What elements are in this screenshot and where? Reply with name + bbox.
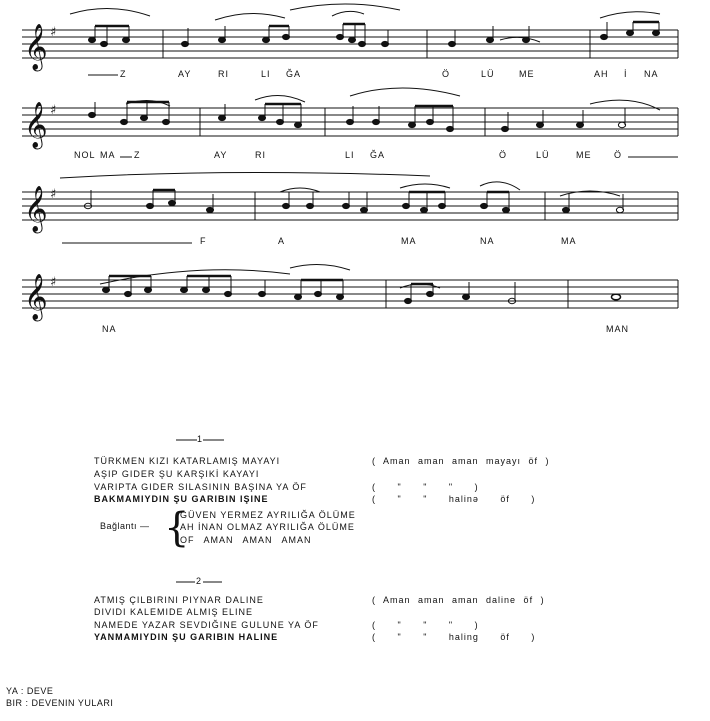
lyric: ĞA — [370, 150, 386, 160]
glossary-item: YA : DEVE — [6, 686, 54, 696]
lyric: LI — [261, 69, 271, 79]
verse-refrain: ( " " " ) — [372, 482, 479, 492]
baglanti-line: AH İNAN OLMAZ AYRILIĞA ÖLÜME — [180, 522, 355, 532]
sharp-icon: ♯ — [50, 25, 57, 40]
lyric: NA — [480, 236, 495, 246]
lyric: A — [278, 236, 286, 246]
lyric: AY — [178, 69, 192, 79]
lyric: Ö — [442, 69, 451, 79]
verse-refrain: ( " " halinə öf ) — [372, 494, 536, 504]
baglanti-label-text: Bağlantı — [100, 521, 138, 531]
lyric: Z — [134, 150, 141, 160]
lyric: MA — [561, 236, 577, 246]
lyric: ĞA — [286, 69, 302, 79]
lyric: MA — [100, 150, 116, 160]
sharp-icon: ♯ — [50, 275, 57, 290]
treble-clef-icon: 𝄞 — [24, 274, 48, 320]
lyric: ME — [576, 150, 592, 160]
sharp-icon: ♯ — [50, 103, 57, 118]
lyric: MA — [401, 236, 417, 246]
baglanti-line: GÜVEN YERMEZ AYRILIĞA ÖLÜME — [180, 510, 356, 520]
verse-refrain: ( " " haling öf ) — [372, 632, 536, 642]
lyric: AH — [594, 69, 609, 79]
glossary-item: BIR : DEVENIN YULARI — [6, 698, 114, 708]
lyric: RI — [218, 69, 229, 79]
verse-line: NAMEDE YAZAR SEVDIĞINE GULUNE YA ÖF — [94, 620, 319, 630]
lyric: NA — [644, 69, 659, 79]
lyric: F — [200, 236, 207, 246]
verse-line: BAKMAMIYDIN ŞU GARIBIN IŞINE — [94, 494, 269, 504]
lyric: LÜ — [536, 150, 550, 160]
verse-line: VARIPTA GIDER SILASININ BAŞINA YA ÖF — [94, 482, 307, 492]
verse-refrain: ( " " " ) — [372, 620, 479, 630]
baglanti-line: OF AMAN AMAN AMAN — [180, 535, 312, 545]
lyric: AY — [214, 150, 228, 160]
lyric: RI — [255, 150, 266, 160]
verse-line: TÜRKMEN KIZI KATARLAMIŞ MAYAYI — [94, 456, 281, 466]
lyric: İ — [624, 69, 628, 79]
treble-clef-icon: 𝄞 — [24, 102, 48, 148]
lyric: ME — [519, 69, 535, 79]
sharp-icon: ♯ — [50, 187, 57, 202]
brace-icon: { — [164, 505, 190, 551]
verse-line: YANMAMIYDIN ŞU GARIBIN HALINE — [94, 632, 279, 642]
lyric: LI — [345, 150, 355, 160]
lyric: LÜ — [481, 69, 495, 79]
treble-clef-icon: 𝄞 — [24, 186, 48, 232]
treble-clef-icon: 𝄞 — [24, 24, 48, 70]
verse-refrain: ( Aman aman aman mayayı öf ) — [372, 456, 550, 466]
verse-line: ATMIŞ ÇILBIRINI PIYNAR DALINE — [94, 595, 264, 605]
lyric: NA — [102, 324, 117, 334]
lyric: MAN — [606, 324, 629, 334]
verse-number: 2 — [196, 576, 203, 586]
lyric: Ö — [499, 150, 508, 160]
baglanti-label: Bağlantı — — [100, 521, 150, 531]
lyric: Ö — [614, 150, 623, 160]
verse-line: AŞIP GIDER ŞU KARŞIKİ KAYAYI — [94, 469, 260, 479]
verse-number: 1 — [197, 434, 204, 444]
verse-refrain: ( Aman aman aman daline öf ) — [372, 595, 545, 605]
lyric: NOL — [74, 150, 96, 160]
lyric: Z — [120, 69, 127, 79]
verse-line: DIVIDI KALEMIDE ALMIŞ ELINE — [94, 607, 254, 617]
